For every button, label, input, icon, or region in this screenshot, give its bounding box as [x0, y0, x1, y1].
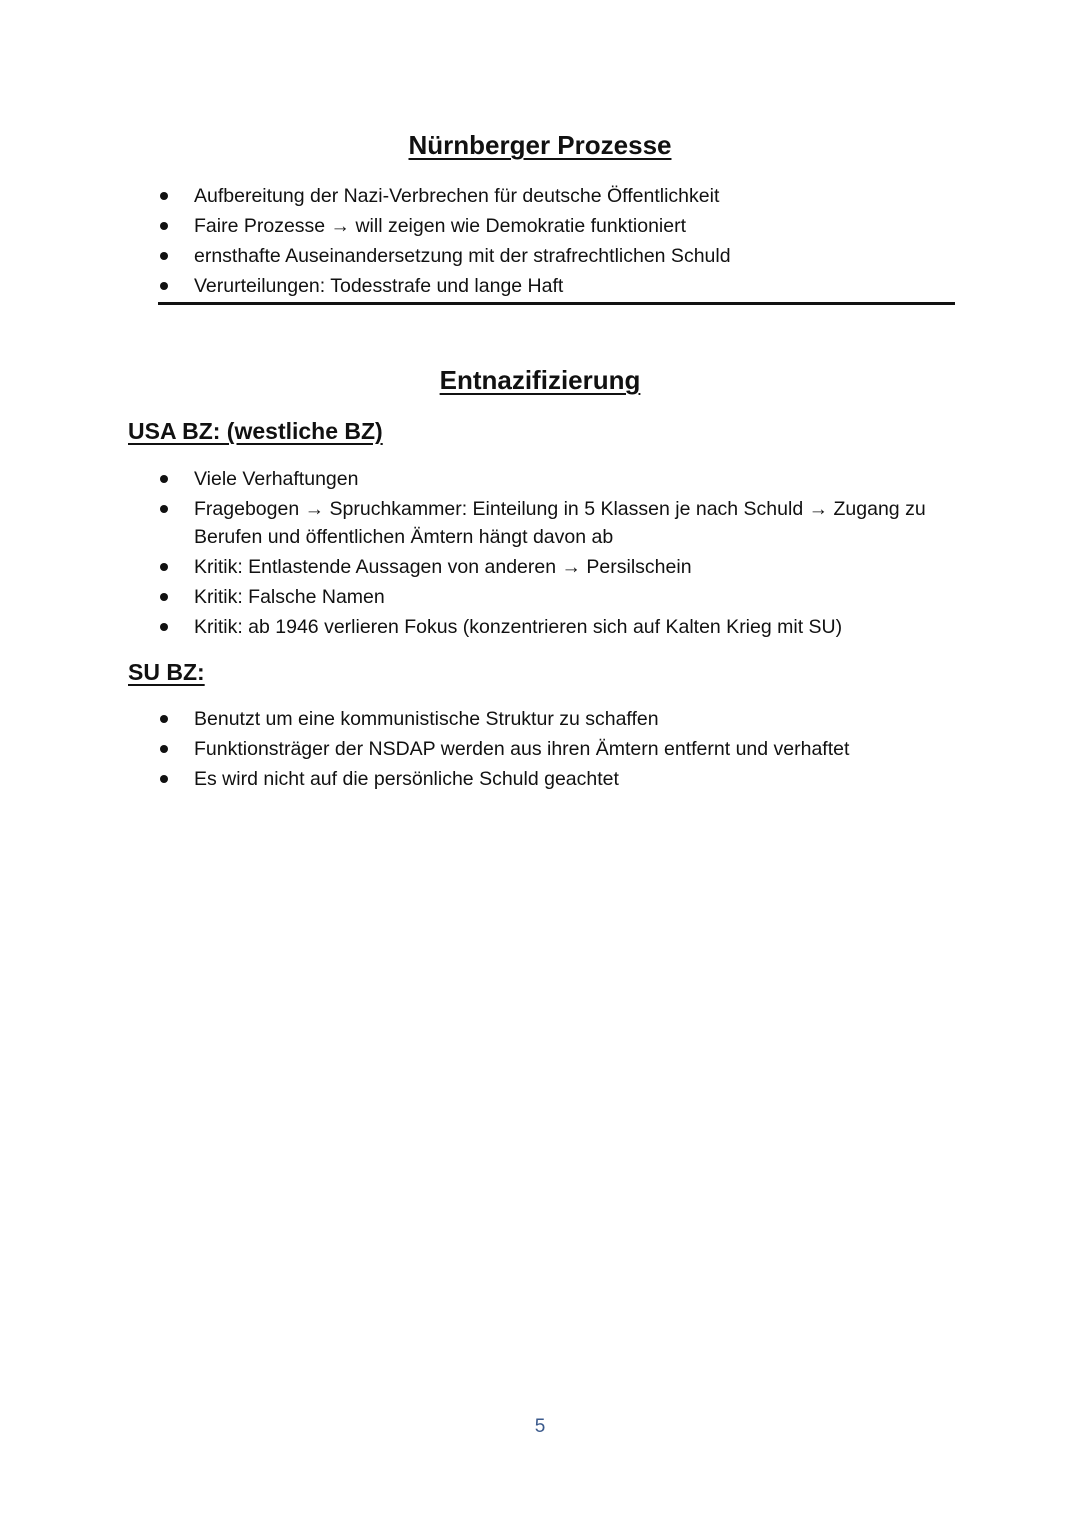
list-item: Fragebogen → Spruchkammer: Einteilung in 5 Klassen je nach Schuld → Zugang zu Berufen und öffentlichen Ämtern hängt davon ab — [160, 495, 960, 551]
section-title-nuernberger-prozesse: Nürnberger Prozesse — [408, 130, 672, 160]
section-divider — [158, 302, 955, 305]
nuernberg-list — [160, 182, 1020, 302]
subheading-su-bz: SU BZ: — [128, 659, 205, 685]
subheading-usa-bz: USA BZ: (westliche BZ) — [128, 418, 383, 444]
list-item: Kritik: ab 1946 verlieren Fokus (konzentrieren sich auf Kalten Krieg mit SU) — [160, 613, 960, 641]
list-item: Verurteilungen: Todesstrafe und lange Haft — [160, 272, 1020, 300]
list-item: Aufbereitung der Nazi-Verbrechen für deutsche Öffentlichkeit — [160, 182, 1020, 210]
list-item: ernsthafte Auseinandersetzung mit der strafrechtlichen Schuld — [160, 242, 1020, 270]
list-item: Es wird nicht auf die persönliche Schuld geachtet — [160, 765, 1020, 793]
usa-bz-list — [160, 465, 960, 643]
section-title-entnazifizierung: Entnazifizierung — [439, 365, 641, 395]
list-item: Benutzt um eine kommunistische Struktur zu schaffen — [160, 705, 1020, 733]
list-item: Kritik: Falsche Namen — [160, 583, 960, 611]
list-item: Viele Verhaftungen — [160, 465, 960, 493]
list-item: Faire Prozesse → will zeigen wie Demokratie funktioniert — [160, 212, 1020, 240]
page-number: 5 — [534, 1416, 546, 1437]
list-item: Kritik: Entlastende Aussagen von anderen → Persilschein — [160, 553, 960, 581]
list-item: Funktionsträger der NSDAP werden aus ihren Ämtern entfernt und verhaftet — [160, 735, 1020, 763]
su-bz-list — [160, 705, 1020, 795]
